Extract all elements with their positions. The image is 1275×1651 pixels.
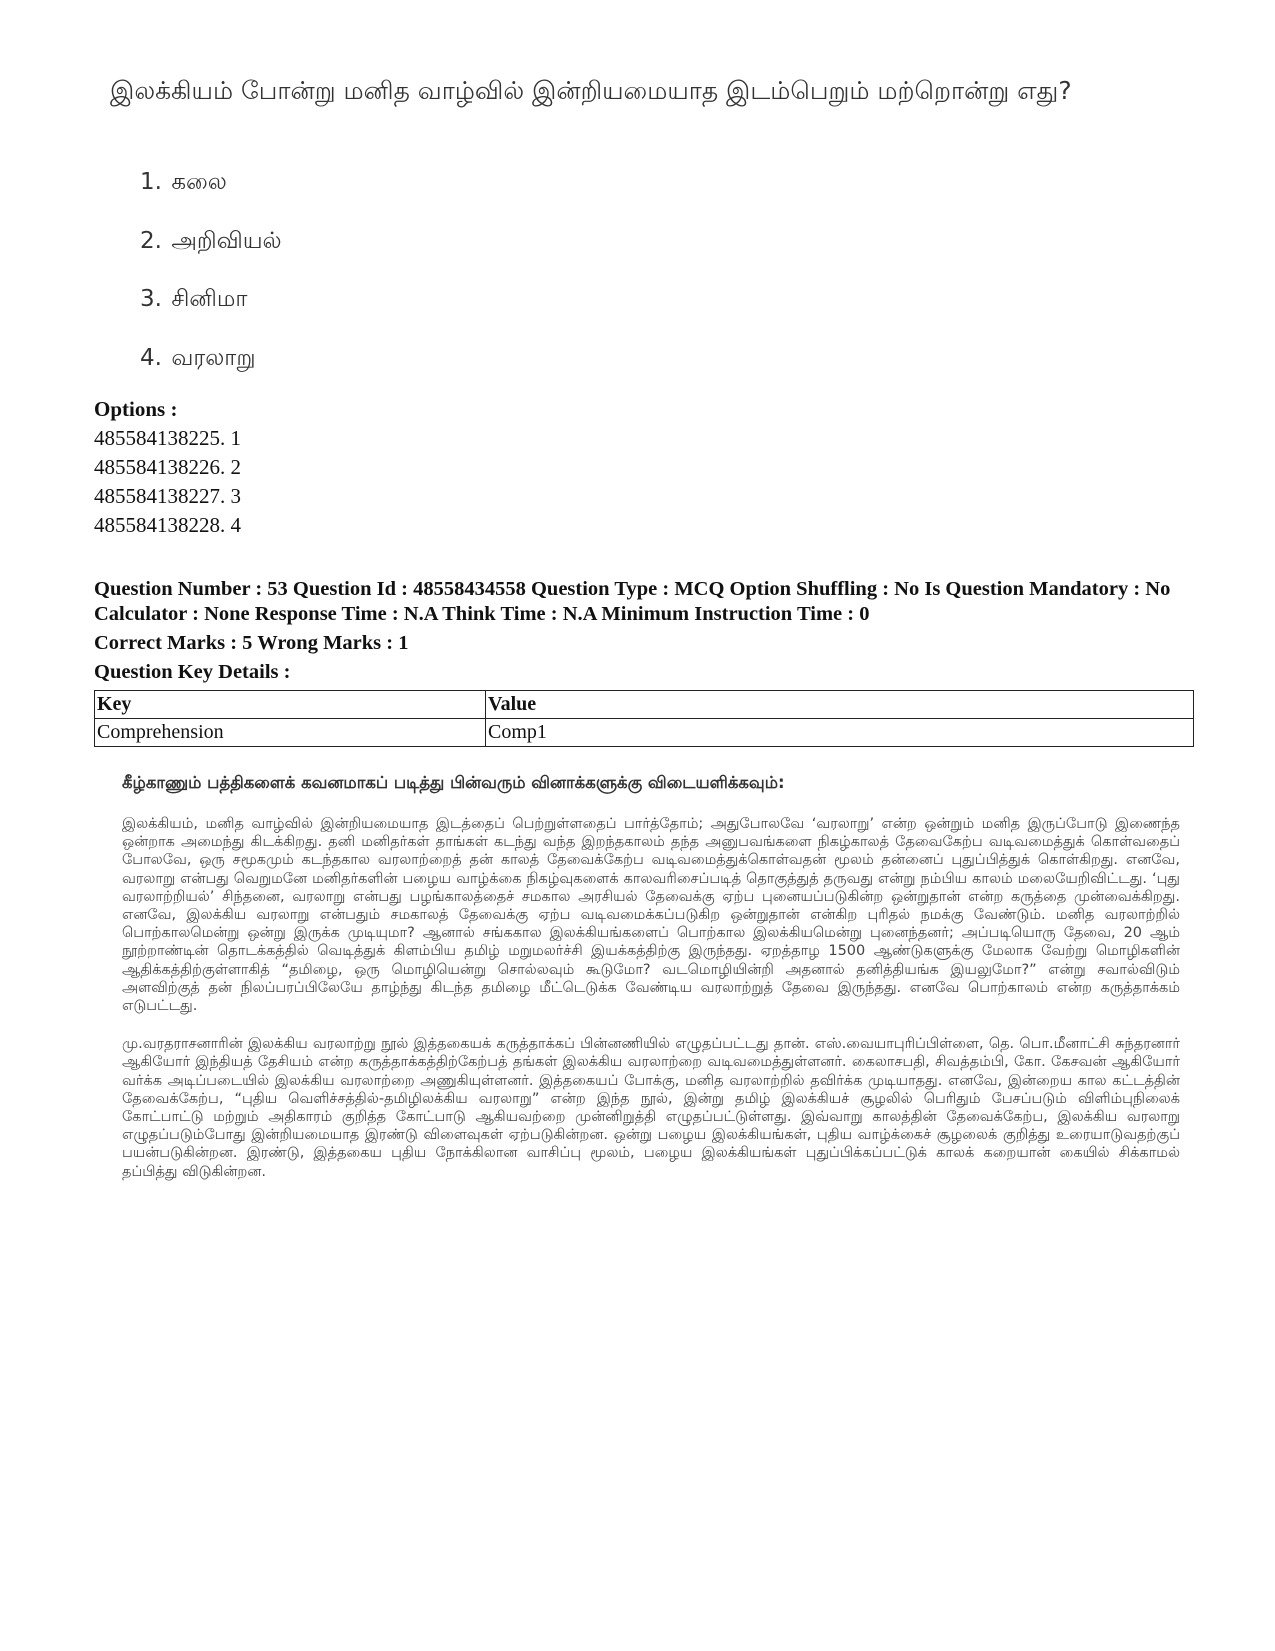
option-id: 485584138226. 2: [94, 455, 241, 479]
question-meta: Question Number : 53 Question Id : 48558434558 Question Type : MCQ Option Shuffling : No Is Question Mandatory : No Calculator : None Response Time : N.A Think Time : N.A Minimum Instruction Time : 0: [94, 578, 1171, 625]
passage-paragraph: மு.வரதராசனாரின் இலக்கிய வரலாற்று நூல் இத்தகையக் கருத்தாக்கப் பின்னணியில் எழுதப்பட்டது தான். எஸ்.வையாபுரிப்பிள்ளை, தெ. பொ.மீனாட்சி சுந்தரனார் ஆகியோர் இந்தியத் தேசியம் என்ற கருத்தாக்கத்திற்கேற்பத் தங்கள் இலக்கிய வரலாற்றை வடிவமைத்துள்ளனர். கைலாசபதி, சிவத்தம்பி, கோ. கேசவன் ஆகியோர் வர்க்க அடிப்படையில் இலக்கிய வரலாற்றை அணுகியுள்ளனர். இத்தகையப் போக்கு, மனித வரலாற்றில் தவிர்க்க முடியாதது. எனவே, இன்றைய கால கட்டத்தின் தேவைக்கேற்ப, “புதிய வெளிச்சத்தில்-தமிழிலக்கிய வரலாறு” என்ற இந்த நூல், இன்று தமிழ் இலக்கியச் சூழலில் பெரிதும் பேசப்படும் விளிம்புநிலைக் கோட்பாட்டு மற்றும் அதிகாரம் குறித்த கோட்பாடு ஆகியவற்றை முன்னிறுத்தி எழுதப்பட்டுள்ளது. இவ்வாறு காலத்தின் தேவைக்கேற்ப, இலக்கிய வரலாறு எழுதப்படும்போது இன்றியமையாத இரண்டு விளைவுகள் ஏற்படுகின்றன. ஒன்று பழைய இலக்கியங்கள், புதிய வாழ்க்கைச் சூழலைக் குறித்து உரையாடுவதற்குப் பயன்படுகின்றன. இரண்டு, இத்தகைய புதிய நோக்கிலான வாசிப்பு மூலம், பழைய இலக்கியங்கள் புதுப்பிக்கப்பட்டுக் காலக் கறையான் கையில் சிக்காமல் தப்பித்து விடுகின்றன.: [122, 1036, 1180, 1180]
table-row: [95, 719, 1194, 747]
table-header-value: Value: [486, 691, 1194, 719]
passage-paragraph: இலக்கியம், மனித வாழ்வில் இன்றியமையாத இடத்தைப் பெற்றுள்ளதைப் பார்த்தோம்; அதுபோலவே ‘வரலாறு’ என்ற ஒன்றும் மனித இருப்போடு இணைந்த ஒன்றாக அமைந்து கிடக்கிறது. தனி மனிதர்கள் தாங்கள் கடந்து வந்த இறந்தகாலம் தந்த அனுபவங்களை நிகழ்காலத் தேவைகேற்ப வடிவமைத்துக் கொள்வதைப் போலவே, ஒரு சமூகமும் கடந்தகால வரலாற்றைத் தன் காலத் தேவைக்கேற்ப வடிவமைத்துக்கொள்வதன் மூலம் தன்னைப் புதுப்பித்துக் கொள்கிறது. எனவே, வரலாறு என்பது வெறுமனே மனிதர்களின் பழைய வாழ்க்கை நிகழ்வுகளைக் காலவரிசைப்படித் தொகுத்துத் தருவது என்று நம்பிய காலம் மலையேறிவிட்டது. ‘புது வரலாற்றியல்’ சிந்தனை, வரலாறு என்பது பழங்காலத்தைச் சமகால அரசியல் தேவைக்கு ஏற்ப புனையப்படுகின்ற ஒன்றுதான் என்ற கருத்தை முன்வைக்கிறது. எனவே, இலக்கிய வரலாறு என்பதும் சமகாலத் தேவைக்கு ஏற்ப வடிவமைக்கப்படுகிற ஒன்றுதான் என்கிற புரிதல் நமக்கு வேண்டும். மனித வரலாற்றில் பொற்காலமென்று ஒன்று இருக்க முடியுமா? ஆனால் சங்ககால இலக்கியங்களைப் பொற்கால இலக்கியமென்று புனைந்தனர்; அப்படியொரு தேவை, 20 ஆம் நூற்றாண்டின் தொடக்கத்தில் வெடித்துக் கிளம்பிய தமிழ் மறுமலர்ச்சி இயக்கத்திற்கு இருந்தது. ஏறத்தாழ 1500 ஆண்டுகளுக்கு மேலாக வேற்று மொழிகளின் ஆதிக்கத்திற்குள்ளாகித் “தமிழை, ஒரு மொழியென்று சொல்லவும் கூடுமோ? வடமொழியின்றி அதனால் தனித்தியங்க இயலுமோ?” என்று சவால்விடும் அளவிற்குத் தன் நிலப்பரப்பிலேயே தாழ்ந்து கிடந்த தமிழை மீட்டெடுக்க வேண்டிய வரலாற்றுத் தேவை இருந்தது. எனவே பொற்காலம் என்ற கருத்தாக்கம் எடுபட்டது.: [122, 816, 1180, 1015]
comprehension-passage: [122, 773, 1180, 1201]
table-cell-key: Comprehension: [95, 719, 486, 747]
choice-label: கலை: [171, 169, 227, 195]
choice-number: 1.: [140, 169, 162, 195]
table-header-row: [95, 691, 1194, 719]
choice-number: 4.: [140, 344, 162, 371]
option-id: 485584138227. 3: [94, 484, 241, 508]
question-marks: Correct Marks : 5 Wrong Marks : 1: [94, 632, 409, 654]
choice-label: சினிமா: [171, 286, 248, 312]
key-details-table: [94, 690, 1194, 747]
option-id: 485584138225. 1: [94, 426, 241, 450]
previous-question-choices: [140, 166, 282, 400]
table-cell-value: Comp1: [486, 719, 1194, 747]
options-heading: Options :: [94, 397, 178, 421]
choice-item: [140, 225, 282, 284]
choice-item: [140, 166, 282, 225]
choice-number: 2.: [140, 227, 162, 254]
choice-label: அறிவியல்: [171, 227, 282, 254]
passage-heading: கீழ்காணும் பத்திகளைக் கவனமாகப் படித்து பின்வரும் வினாக்களுக்கு விடையளிக்கவும்:: [122, 773, 785, 792]
choice-number: 3.: [140, 286, 162, 312]
option-id: 485584138228. 4: [94, 513, 241, 537]
previous-question-text: இலக்கியம் போன்று மனித வாழ்வில் இன்றியமையாத இடம்பெறும் மற்றொன்று எது?: [110, 76, 1072, 105]
options-block: [94, 395, 241, 540]
choice-item: [140, 283, 282, 342]
key-details-title: Question Key Details :: [94, 661, 291, 683]
choice-item: [140, 342, 282, 401]
choice-label: வரலாறு: [171, 344, 256, 371]
table-header-key: Key: [95, 691, 486, 719]
